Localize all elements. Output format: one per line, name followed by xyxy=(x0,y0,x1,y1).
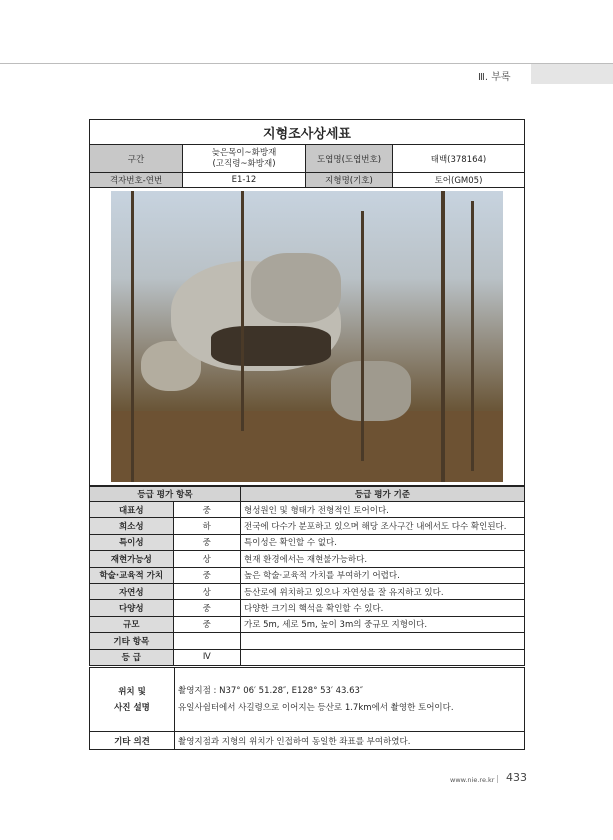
grade-row xyxy=(90,600,525,616)
grade-item: 학술·교육적 가치 xyxy=(90,567,174,583)
map-name-label: 도엽명(도엽번호) xyxy=(306,145,393,173)
table-title: 지형조사상세표 xyxy=(90,120,525,145)
grade-row xyxy=(90,551,525,567)
footer-separator: | xyxy=(496,774,499,783)
grade-level: 중 xyxy=(173,600,240,616)
landform-label: 지형명(기호) xyxy=(306,173,393,188)
grade-row xyxy=(90,633,525,649)
grade-criterion-header: 등급 평가 기준 xyxy=(241,487,525,502)
tor-photo xyxy=(111,191,503,482)
top-rule xyxy=(0,63,613,64)
grade-row xyxy=(90,616,525,632)
grade-table xyxy=(89,486,525,666)
photo-cell xyxy=(90,188,525,486)
landform-value: 토어(GM05) xyxy=(393,173,525,188)
section-tab xyxy=(531,64,613,84)
grade-item: 자연성 xyxy=(90,583,174,599)
section-label: 구간 xyxy=(90,145,183,173)
other-text: 촬영지점과 지형의 위치가 인접하여 동일한 좌표를 부여하였다. xyxy=(175,732,525,750)
grade-level: 하 xyxy=(173,518,240,534)
location-desc xyxy=(175,668,525,732)
grade-item: 재현가능성 xyxy=(90,551,174,567)
grade-row xyxy=(90,534,525,550)
grade-description: 형성원인 및 형태가 전형적인 토어이다. xyxy=(241,502,525,518)
grade-level: 중 xyxy=(173,502,240,518)
grid-value: E1-12 xyxy=(183,173,306,188)
grade-item: 특이성 xyxy=(90,534,174,550)
location-label: 위치 및 사진 설명 xyxy=(90,668,175,732)
grade-level: 중 xyxy=(173,534,240,550)
map-name-value: 태백(378164) xyxy=(393,145,525,173)
grade-item: 희소성 xyxy=(90,518,174,534)
other-label: 기타 의견 xyxy=(90,732,175,750)
grade-row xyxy=(90,502,525,518)
grade-description: 특이성은 확인할 수 없다. xyxy=(241,534,525,550)
grade-description: 전국에 다수가 분포하고 있으며 해당 조사구간 내에서도 다수 확인된다. xyxy=(241,518,525,534)
photo-description: 유일사쉼터에서 사길령으로 이어지는 등산로 1.7km에서 촬영한 토어이다. xyxy=(178,702,454,713)
grade-item: 규모 xyxy=(90,616,174,632)
grade-description: 다양한 크기의 핵석을 확인할 수 있다. xyxy=(241,600,525,616)
grade-level: 상 xyxy=(173,551,240,567)
shooting-point: 촬영지점 : N37° 06′ 51.28″, E128° 53′ 43.63″ xyxy=(178,685,364,696)
grade-row xyxy=(90,518,525,534)
grade-description: 가로 5m, 세로 5m, 높이 3m의 중규모 지형이다. xyxy=(241,616,525,632)
grade-item: 대표성 xyxy=(90,502,174,518)
survey-table xyxy=(89,119,525,486)
grade-item: 다양성 xyxy=(90,600,174,616)
grade-row xyxy=(90,567,525,583)
grade-item: 등 급 xyxy=(90,649,174,665)
section-value: 늦은목이~화방재 (고직령~화방재) xyxy=(183,145,306,173)
grade-description: 현재 환경에서는 재현불가능하다. xyxy=(241,551,525,567)
grade-description: 높은 학술·교육적 가치를 부여하기 어렵다. xyxy=(241,567,525,583)
footer-url: www.nie.re.kr xyxy=(450,776,495,784)
grade-level: 중 xyxy=(173,616,240,632)
grade-level: 상 xyxy=(173,583,240,599)
location-table xyxy=(89,667,525,750)
grade-description xyxy=(241,633,525,649)
grade-item: 기타 항목 xyxy=(90,633,174,649)
grade-level: Ⅳ xyxy=(173,649,240,665)
grid-label: 격자번호-연번 xyxy=(90,173,183,188)
grade-description: 등산로에 위치하고 있으나 자연성을 잘 유지하고 있다. xyxy=(241,583,525,599)
grade-item-header: 등급 평가 항목 xyxy=(90,487,241,502)
grade-row xyxy=(90,583,525,599)
page-number: 433 xyxy=(506,771,527,784)
grade-row xyxy=(90,649,525,665)
section-title: Ⅲ. 부록 xyxy=(478,72,511,83)
grade-description xyxy=(241,649,525,665)
grade-level: 중 xyxy=(173,567,240,583)
grade-level xyxy=(173,633,240,649)
